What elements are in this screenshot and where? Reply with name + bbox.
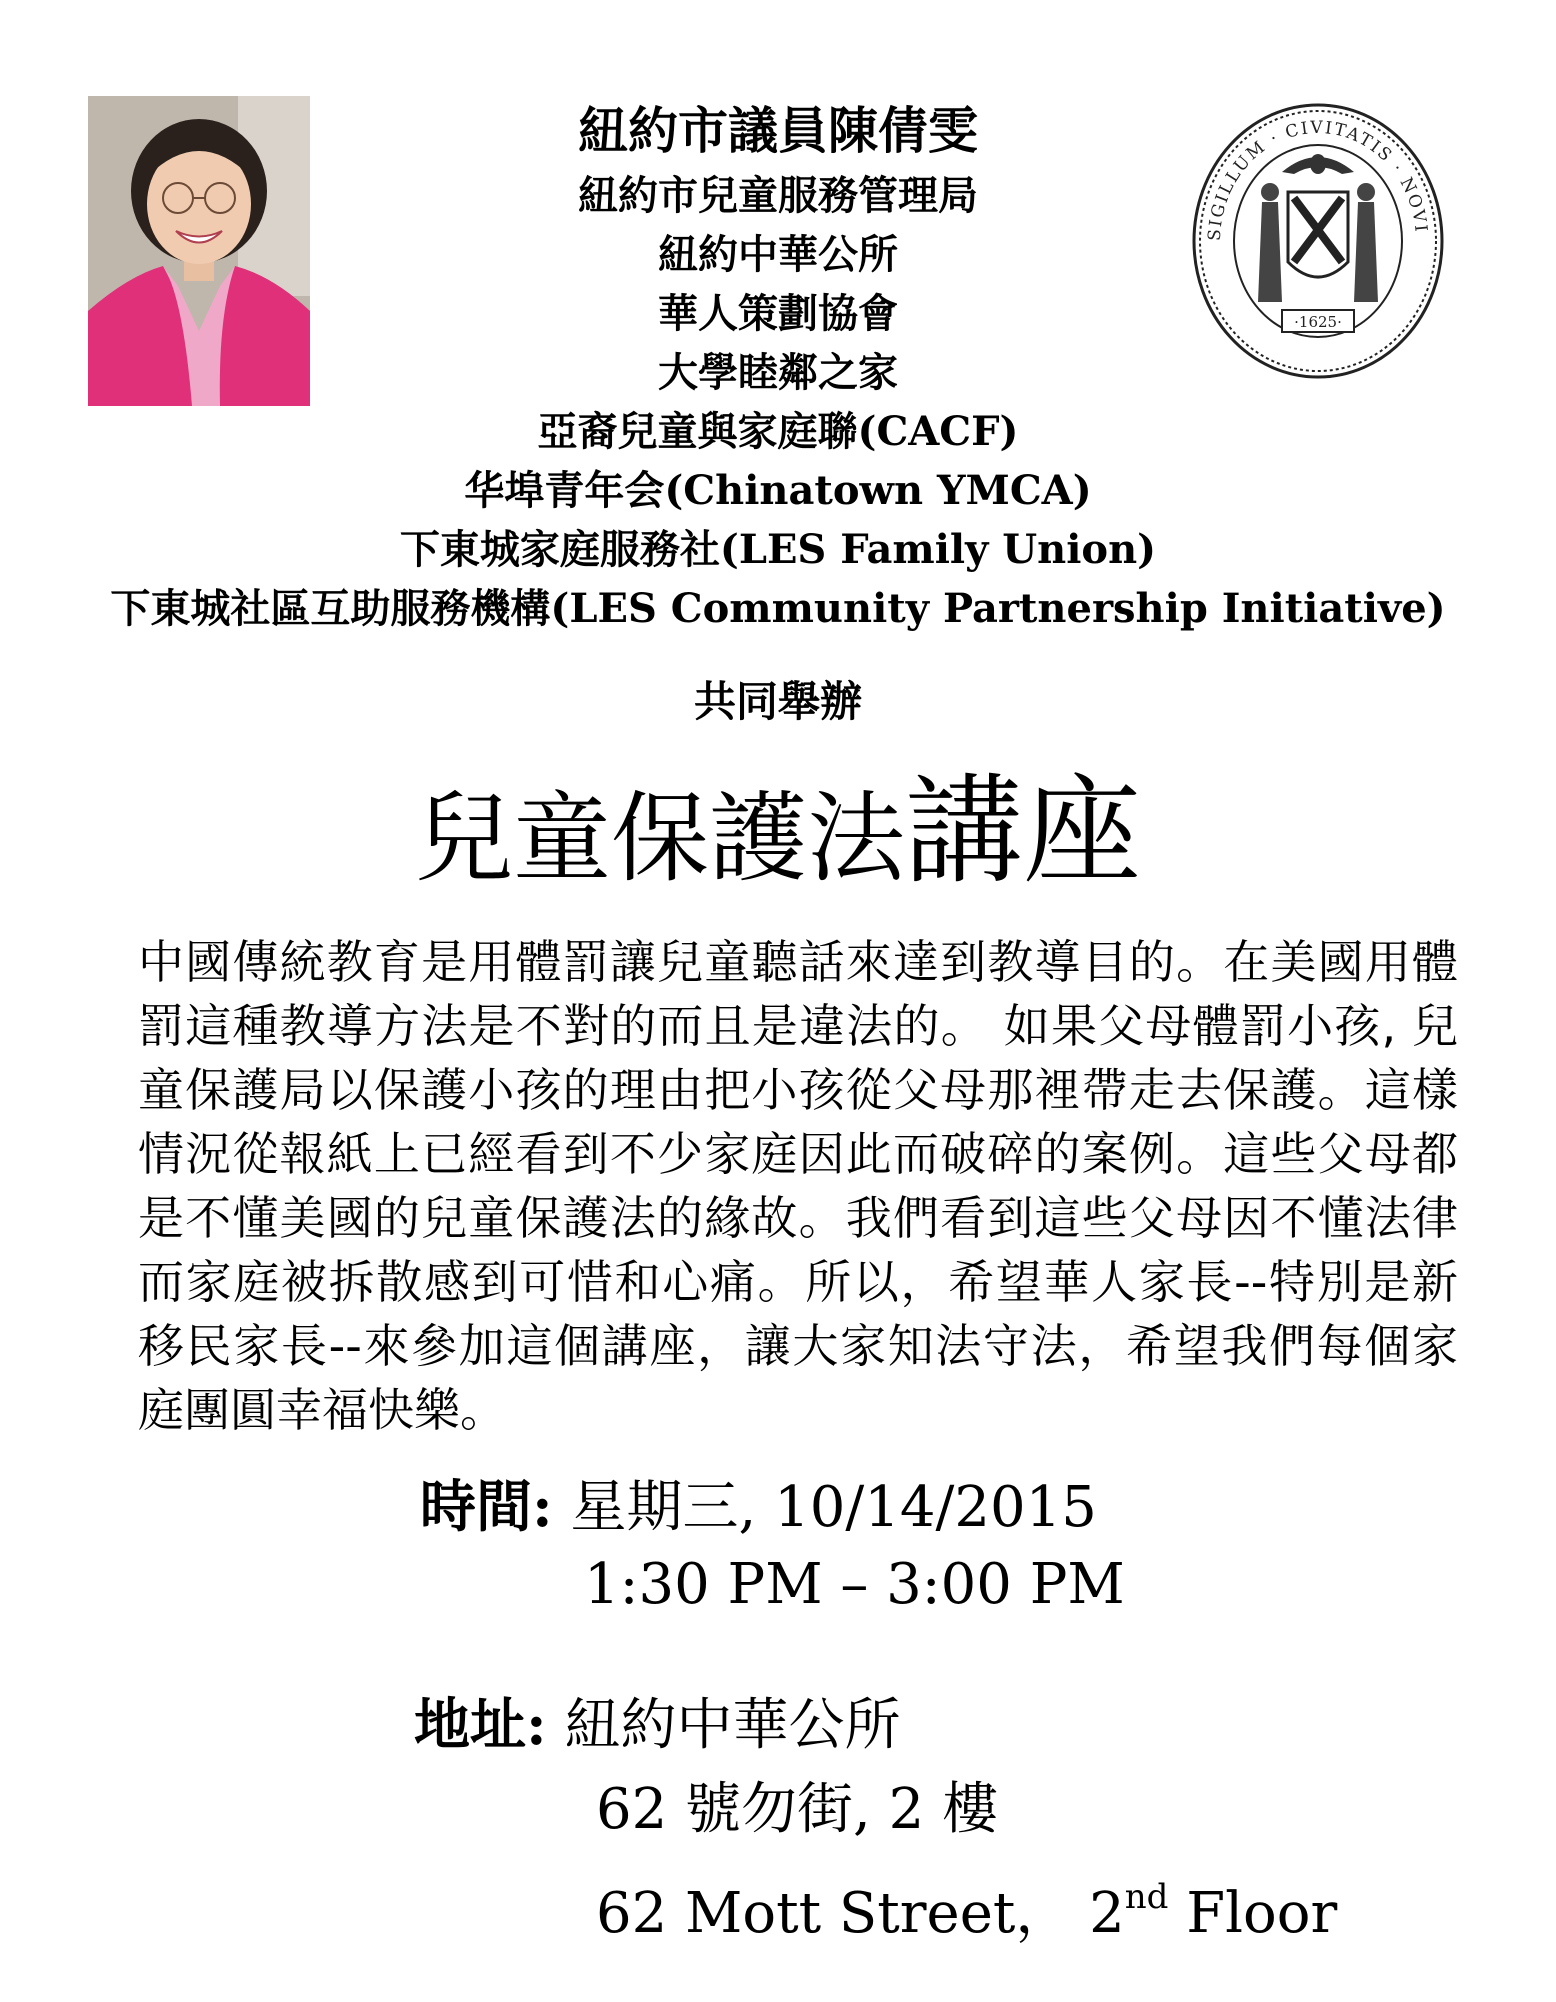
- event-description: 中國傳統教育是用體罰讓兒童聽話來達到教導目的。在美國用體罰這種教導方法是不對的而且是違法的。 如果父母體罰小孩, 兒童保護局以保護小孩的理由把小孩從父母那裡帶走去保護。這樣情況從報紙上已經看到不少家庭因此而破碎的案例。這些父母都是不懂美國的兒童保護法的緣故。我們看到這些父母因不懂法律而家庭被拆散感到可惜和心痛。所以，希望華人家長--特別是新移民家長--來參加這個講座，讓大家知法守法，希望我們每個家庭團圓幸福快樂。: [138, 935, 1458, 1437]
- address-row: [414, 1690, 900, 1761]
- event-hours: 1:30 PM – 3:00 PM: [584, 1552, 1125, 1617]
- event-date: 星期三, 10/14/2015: [570, 1475, 1097, 1540]
- co-host-label: 共同舉辦: [693, 677, 862, 726]
- address-chinese: 62 號勿街, 2 樓: [596, 1777, 999, 1842]
- organizer-line: 大學睦鄰之家: [658, 349, 898, 396]
- organizer-line: 紐約中華公所: [658, 231, 898, 278]
- event-title-part2: 講座: [905, 762, 1142, 900]
- event-title-part1: 兒童保護法: [414, 782, 905, 896]
- organizer-line: 华埠青年会(Chinatown YMCA): [464, 467, 1092, 514]
- organizer-line: 亞裔兒童與家庭聯(CACF): [537, 408, 1019, 455]
- address-english: [596, 1862, 1337, 1949]
- venue-name: 紐約中華公所: [564, 1693, 901, 1758]
- seal-ring-text: SIGILLUM · CIVITATIS · NOVI: [1204, 117, 1431, 242]
- event-title: [0, 762, 1556, 900]
- organizer-line: 下東城社區互助服務機構(LES Community Partnership Initiative): [110, 585, 1446, 632]
- organizers-block: [80, 96, 1476, 638]
- organizer-line: 華人策劃協會: [658, 290, 898, 337]
- organizer-line: 下東城家庭服務社(LES Family Union): [399, 526, 1157, 573]
- organizer-line: 紐約市兒童服務管理局: [578, 172, 978, 219]
- address-label: 地址:: [414, 1692, 547, 1758]
- address-english-tail: Floor: [1168, 1881, 1338, 1946]
- address-ordinal-suffix: nd: [1124, 1877, 1169, 1917]
- lead-organizer: 紐約市議員陳倩雯: [578, 101, 978, 160]
- address-english-main: 62 Mott Street， 2: [596, 1881, 1125, 1946]
- seal-year: ·1625·: [1294, 313, 1342, 331]
- time-row: [420, 1472, 1097, 1543]
- time-label: 時間:: [420, 1474, 553, 1540]
